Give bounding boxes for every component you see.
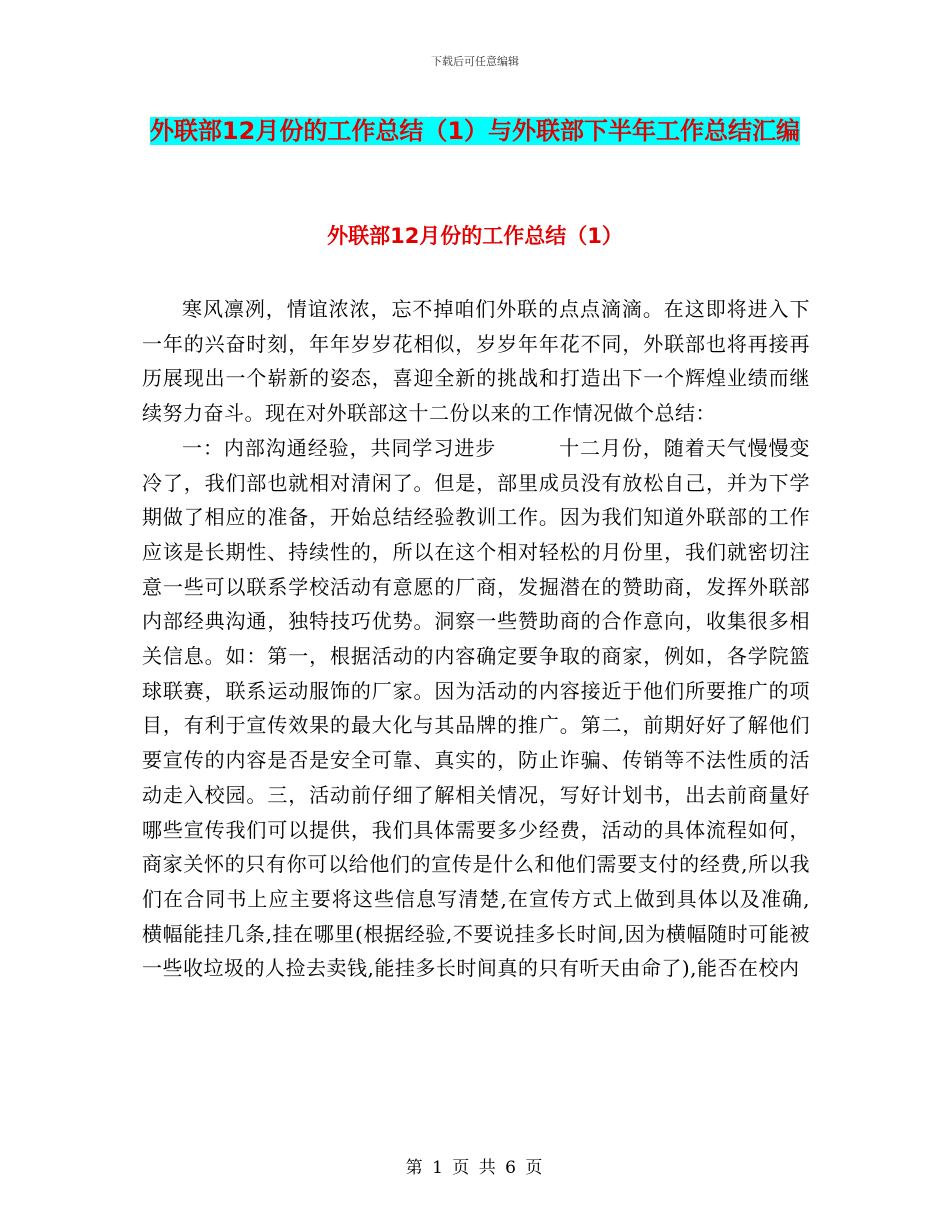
header-note: 下载后可任意编辑: [431, 55, 519, 68]
section-title: 外联部12月份的工作总结（1）: [327, 224, 623, 248]
paragraph-intro: 寒风凛冽，情谊浓浓，忘不掉咱们外联的点点滴滴。在这即将进入下一年的兴奋时刻，年年岁岁花相似，岁岁年年花不同，外联部也将再接再历展现出一个崭新的姿态，喜迎全新的挑战和打造出下一个辉煌业绩而继续努力奋斗。现在对外联部这十二份以来的工作情况做个总结：: [142, 297, 810, 426]
document-title: [140, 108, 810, 154]
document-title-text: 外联部12月份的工作总结（1）与外联部下半年工作总结汇编: [149, 117, 801, 145]
body-text: [142, 292, 810, 986]
paragraph-section-one: 一：内部沟通经验，共同学习进步 十二月份，随着天气慢慢变冷了，我们部也就相对清闲了。但是，部里成员没有放松自己，并为下学期做了相应的准备，开始总结经验教训工作。因为我们知道外联部的工作应该是长期性、持续性的，所以在这个相对轻松的月份里，我们就密切注意一些可以联系学校活动有意愿的厂商，发掘潜在的赞助商，发挥外联部内部经典沟通，独特技巧优势。洞察一些赞助商的合作意向，收集很多相关信息。如：第一，根据活动的内容确定要争取的商家，例如，各学院篮球联赛，联系运动服饰的厂家。因为活动的内容接近于他们所要推广的项目，有利于宣传效果的最大化与其品牌的推广。第二，前期好好了解他们要宣传的内容是否是安全可靠、真实的，防止诈骗、传销等不法性质的活动走入校园。三，活动前仔细了解相关情况，写好计划书，出去前商量好哪些宣传我们可以提供，我们具体需要多少经费，活动的具体流程如何，商家关怀的只有你可以给他们的宣传是什么和他们需要支付的经费,所以我们在合同书上应主要将这些信息写清楚,在宣传方式上做到具体以及准确,横幅能挂几条,挂在哪里(根据经验,不要说挂多长时间,因为横幅随时可能被一些收垃圾的人捡去卖钱,能挂多长时间真的只有听天由命了),能否在校内: [142, 435, 810, 981]
page-footer: 第 1 页 共 6 页: [405, 1158, 545, 1178]
